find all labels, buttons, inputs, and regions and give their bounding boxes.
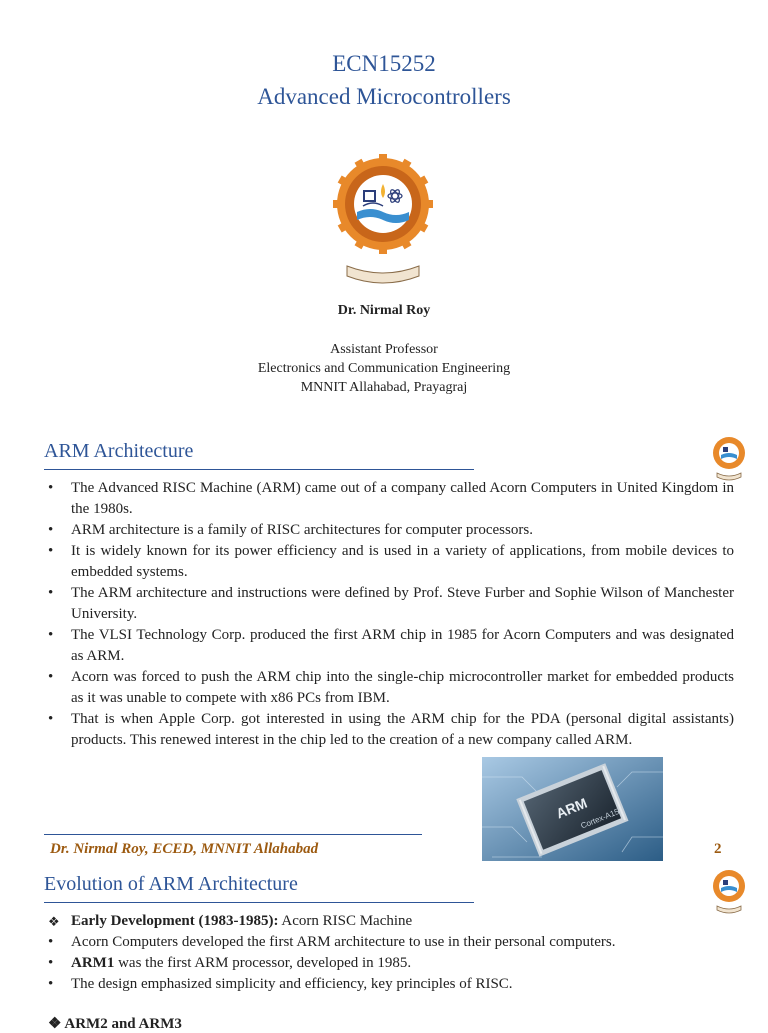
author-name: Dr. Nirmal Roy: [337, 303, 431, 318]
author-department: Electronics and Communication Engineering: [257, 361, 511, 376]
course-code: ECN15252: [332, 51, 436, 76]
list-item: • The ARM architecture and instructions were defined by Prof. Steve Furber and Sophie Wilson of Manchester University.: [48, 585, 734, 622]
heading-underline: [44, 902, 474, 903]
logo-motto-ribbon: [347, 266, 419, 283]
list-item: ❖ Early Development (1983-1985): Acorn RISC Machine: [48, 913, 413, 929]
arm-chip-photo: [482, 757, 663, 861]
corner-logo-icon: [711, 435, 747, 481]
list-item: • ARM architecture is a family of RISC architectures for computer processors.: [48, 522, 533, 538]
list-item: • The VLSI Technology Corp. produced the first ARM chip in 1985 for Acorn Computers and was designated as ARM.: [48, 627, 734, 664]
arm-architecture-bullets: [44, 478, 734, 751]
list-item: • Acorn Computers developed the first ARM architecture to use in their personal computers.: [48, 934, 616, 950]
list-item: • It is widely known for its power efficiency and is used in a variety of applications, from mobile devices to embedded systems.: [48, 543, 734, 580]
evolution-bullets: [44, 911, 734, 995]
heading-underline: [44, 469, 474, 470]
chip-sublabel: Cortex-A15: [579, 806, 621, 831]
corner-logo-icon: [711, 868, 747, 914]
author-institute: MNNIT Allahabad, Prayagraj: [300, 380, 468, 395]
list-item: • ARM1 was the first ARM processor, developed in 1985.: [48, 955, 412, 971]
author-position: Assistant Professor: [330, 342, 438, 357]
list-item: • The design emphasized simplicity and efficiency, key principles of RISC.: [48, 976, 513, 992]
institute-logo-icon: [333, 154, 433, 284]
footer-rule: [44, 834, 422, 835]
section-heading-evolution: Evolution of ARM Architecture: [44, 873, 298, 895]
page-number: 2: [714, 841, 722, 857]
list-item: • Acorn was forced to push the ARM chip into the single-chip microcontroller market for embedded products as it was unable to compete with x86 PCs from IBM.: [48, 669, 734, 706]
list-item: • The Advanced RISC Machine (ARM) came out of a company called Acorn Computers in United Kingdom in the 1980s.: [48, 480, 734, 517]
chip-label: ARM: [553, 794, 590, 822]
next-section-item: ❖ ARM2 and ARM3: [48, 1016, 182, 1032]
list-item: • That is when Apple Corp. got interested in using the ARM chip for the PDA (personal digital assistants) products. This renewed interest in the chip led to the creation of a new company called ARM.: [48, 711, 734, 748]
course-title: Advanced Microcontrollers: [257, 84, 511, 109]
section-heading-arm-architecture: ARM Architecture: [44, 440, 194, 462]
logo-gear: [333, 154, 433, 254]
footer-author: Dr. Nirmal Roy, ECED, MNNIT Allahabad: [50, 841, 319, 857]
